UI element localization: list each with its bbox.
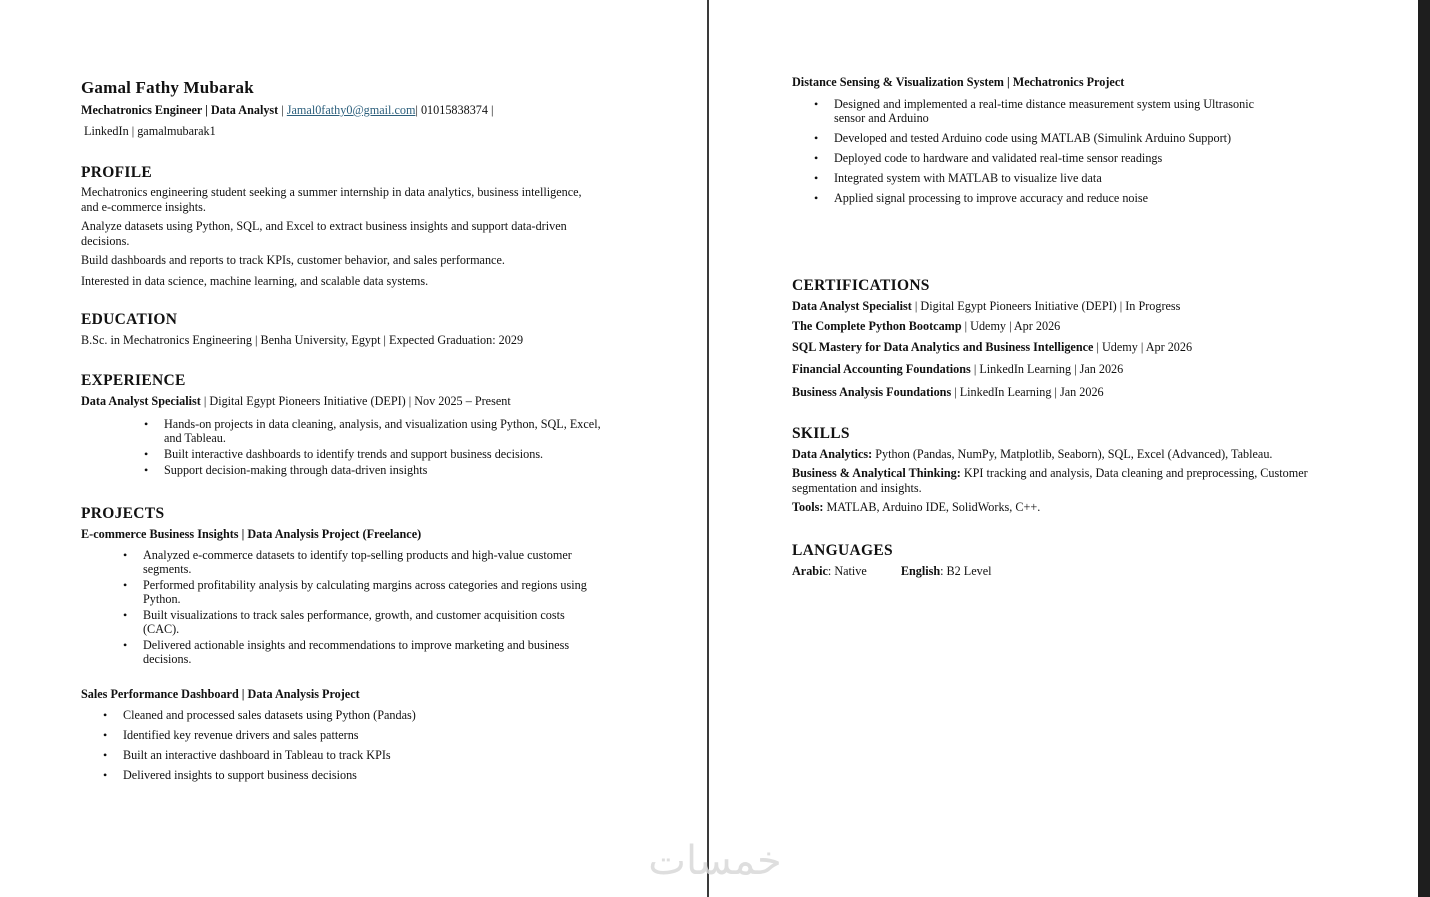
language-label: Arabic [792,563,828,578]
certification-item [792,362,1332,377]
page-divider [707,0,709,897]
list-item: • Developed and tested Arduino code using MATLAB (Simulink Arduino Support) [834,131,1284,145]
list-item: • Cleaned and processed sales datasets using Python (Pandas) [123,708,601,722]
project-list [81,548,603,666]
project-title: E-commerce Business Insights | Data Analysis Project (Freelance) [81,526,422,541]
skill-item [792,447,1312,462]
project-list [792,97,1284,205]
list-item: • Hands-on projects in data cleaning, analysis, and visualization using Python, SQL, Excel, and Tableau. [164,417,601,445]
phone: | 01015838374 | [415,103,494,117]
contact-line [81,101,601,119]
experience-role: Data Analyst Specialist [81,394,201,409]
certification-item [792,385,1332,400]
language-level: : B2 Level [940,563,992,578]
languages-line [792,564,1332,579]
list-item: • Built an interactive dashboard in Tableau to track KPIs [123,748,601,762]
skill-text: Python (Pandas, NumPy, Matplotlib, Seaborn), SQL, Excel (Advanced), Tableau. [872,446,1273,461]
profile-paragraph: Interested in data science, machine learning, and scalable data systems. [81,273,429,288]
certification-detail: | LinkedIn Learning | Jan 2026 [951,384,1104,399]
experience-list [81,417,601,477]
certifications-heading: CERTIFICATIONS [792,276,930,294]
list-item: • Designed and implemented a real-time distance measurement system using Ultrasonic sensor and Arduino [834,97,1284,125]
list-item: • Built interactive dashboards to identify trends and support business decisions. [164,447,601,461]
certification-name: Business Analysis Foundations [792,384,952,399]
project-title: Sales Performance Dashboard | Data Analysis Project [81,687,360,702]
certification-name: Financial Accounting Foundations [792,362,971,377]
skill-text: KPI tracking and analysis, Data cleaning and preprocessing, Customer segmentation and insights. [792,466,1308,495]
profile-paragraph: Analyze datasets using Python, SQL, and Excel to extract business insights and support data-driven decisions. [81,219,567,248]
project-list [81,708,601,782]
right-page [792,75,1332,579]
certification-item [792,319,1332,334]
profile-paragraph: Build dashboards and reports to track KPIs, customer behavior, and sales performance. [81,253,505,268]
profile-paragraph: Mechatronics engineering student seeking a summer internship in data analytics, business intelligence, and e-commerce insights. [81,185,582,214]
certification-detail: | LinkedIn Learning | Jan 2026 [970,362,1124,377]
list-item: • Performed profitability analysis by calculating margins across categories and regions using Python. [143,578,603,606]
email-link[interactable]: Jamal0fathy0@gmail.com [286,103,416,117]
skill-label: Tools: [792,500,824,515]
list-item: • Applied signal processing to improve accuracy and reduce noise [834,191,1284,205]
skills-heading: SKILLS [792,424,850,442]
resume-name: Gamal Fathy Mubarak [81,78,254,97]
linkedin-line [81,122,601,140]
languages-heading: LANGUAGES [792,541,893,559]
skill-item [792,466,1312,495]
certification-item [792,299,1332,314]
skill-item [792,500,1312,515]
list-item: • Deployed code to hardware and validated real-time sensor readings [834,151,1284,165]
list-item: • Integrated system with MATLAB to visualize live data [834,171,1284,185]
education-line: B.Sc. in Mechatronics Engineering | Benha University, Egypt | Expected Graduation: 2029 [81,332,524,347]
list-item: • Identified key revenue drivers and sales patterns [123,728,601,742]
list-item: • Built visualizations to track sales performance, growth, and customer acquisition costs (CAC). [143,608,603,636]
list-item: • Support decision-making through data-driven insights [164,463,601,477]
watermark-logo: خمسات [648,838,782,884]
left-page [81,77,601,782]
list-item: • Analyzed e-commerce datasets to identify top-selling products and high-value customer segments. [143,548,603,576]
projects-heading: PROJECTS [81,504,165,522]
project-title: Distance Sensing & Visualization System | Mechatronics Project [792,75,1125,89]
certification-detail: | Udemy | Apr 2026 [1093,339,1193,354]
education-heading: EDUCATION [81,310,178,328]
language-level: : Native [827,563,867,578]
language-label: English [900,563,941,578]
profile-section [81,185,601,289]
certification-item [792,340,1332,355]
experience-heading: EXPERIENCE [81,372,186,390]
profile-heading: PROFILE [81,164,152,181]
experience-title [81,394,601,409]
certification-name: SQL Mastery for Data Analytics and Business Intelligence [792,339,1094,354]
skills-list [792,447,1312,515]
skill-label: Business & Analytical Thinking: [792,466,961,481]
separator: | [278,103,287,117]
list-item: • Delivered insights to support business decisions [123,768,601,782]
certification-name: Data Analyst Specialist [792,298,912,313]
job-title: Mechatronics Engineer | Data Analyst [81,103,279,117]
list-item: • Delivered actionable insights and recommendations to improve marketing and business decisions. [143,638,603,666]
certification-detail: | Digital Egypt Pioneers Initiative (DEPI) | In Progress [911,298,1181,313]
certification-name: The Complete Python Bootcamp [792,319,962,334]
certifications-list [792,299,1332,400]
experience-detail: | Digital Egypt Pioneers Initiative (DEPI) | Nov 2025 – Present [200,394,511,409]
window-edge [1418,0,1430,897]
skill-text: MATLAB, Arduino IDE, SolidWorks, C++. [823,500,1041,515]
certification-detail: | Udemy | Apr 2026 [961,319,1061,334]
skill-label: Data Analytics: [792,446,873,461]
linkedin-link[interactable]: LinkedIn | gamalmubarak1 [84,124,216,138]
